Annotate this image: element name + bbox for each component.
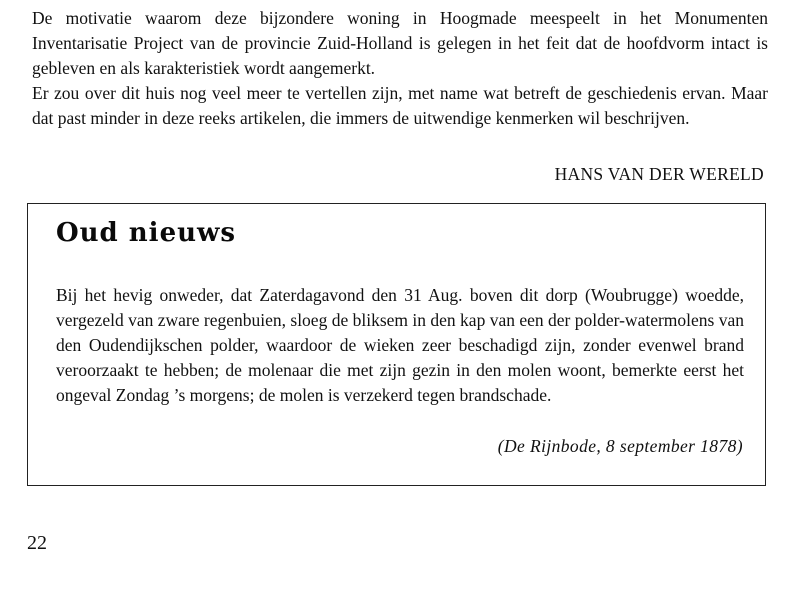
old-news-box [27, 203, 766, 486]
intro-paragraph-1: De motivatie waarom deze bijzondere woning in Hoogmade meespeelt in het Monumenten Inventarisatie Project van de provincie Zuid-Holland is gelegen in het feit dat de hoofdvorm intact is gebleven en als karakteristiek wordt aangemerkt. [32, 8, 768, 78]
old-news-body: Bij het hevig onweder, dat Zaterdagavond den 31 Aug. boven dit dorp (Woubrugge) woedde, vergezeld van zware regenbuien, sloeg de bliksem in den kap van een der polder-watermolens van den Oudendijkschen polder, waardoor de wieken zeer beschadigd zijn, zonder evenwel brand veroorzaakt te hebben; de molenaar die met zijn gezin in den molen woont, bemerkte eerst het ongeval Zondag ’s morgens; de molen is verzekerd tegen brandschade. [56, 285, 744, 405]
author-signature: HANS VAN DER WERELD [554, 164, 764, 184]
page-number: 22 [27, 532, 47, 554]
old-news-title: Oud nieuws [56, 218, 237, 248]
old-news-source: (De Rijnbode, 8 september 1878) [497, 436, 743, 456]
intro-paragraph-2: Er zou over dit huis nog veel meer te vertellen zijn, met name wat betreft de geschiedenis ervan. Maar dat past minder in deze reeks artikelen, die immers de uitwendige kenmerken wil beschrijven. [32, 83, 768, 128]
article-conclusion [32, 6, 768, 131]
